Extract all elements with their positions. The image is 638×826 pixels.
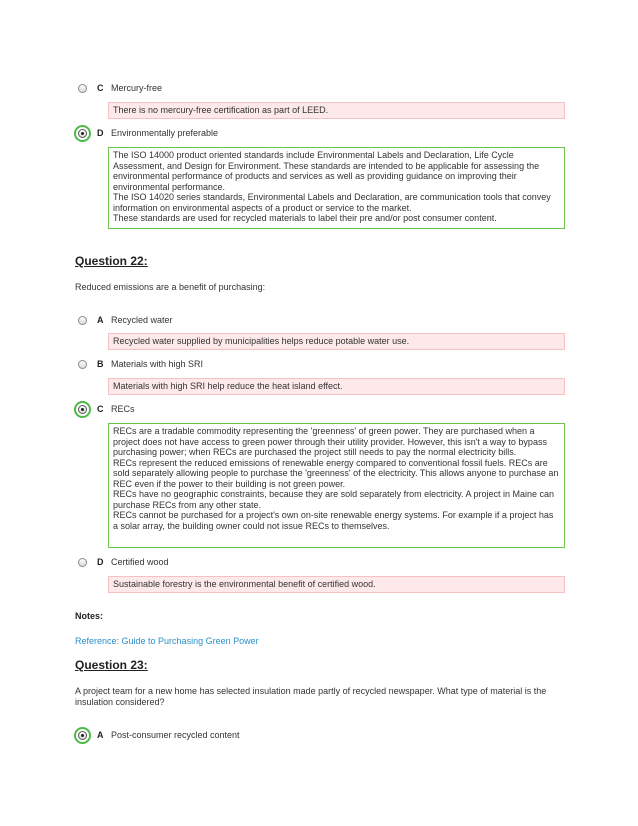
- notes-label: Notes:: [75, 611, 104, 621]
- option-letter: D: [97, 128, 104, 138]
- option-label: RECs: [111, 404, 135, 414]
- question-title: Question 23:: [75, 658, 148, 672]
- feedback-text: RECs cannot be purchased for a project's own on-site renewable energy systems. For example if a project has a solar array, the building owner could not issue RECs to themselves.: [113, 510, 554, 531]
- option-letter: A: [97, 315, 104, 325]
- question-title: Question 22:: [75, 254, 148, 268]
- feedback-text: RECs have no geographic constraints, because they are sold separately from electricity. A project in Maine can purchase RECs from any other state.: [113, 489, 555, 510]
- radio-button-selected[interactable]: [78, 129, 87, 138]
- feedback-text: Materials with high SRI help reduce the heat island effect.: [113, 381, 343, 391]
- q22-a-feedback: [108, 333, 565, 350]
- q22-option-a[interactable]: [78, 313, 173, 327]
- q22-b-feedback: [108, 378, 565, 395]
- reference-link[interactable]: Reference: Guide to Purchasing Green Power: [75, 636, 259, 646]
- q22-option-d[interactable]: [78, 555, 169, 569]
- q22-option-c[interactable]: [78, 402, 135, 416]
- q21-c-feedback: [108, 102, 565, 119]
- q22-option-b[interactable]: [78, 357, 203, 371]
- feedback-text: The ISO 14000 product oriented standards include Environmental Labels and Declaration, Life Cycle Assessment, and Design for Environment. These standards are intended to be applicable for assessing the environmental performance of products and services as well as providing guidance on improving their environmental performance.: [113, 150, 540, 192]
- option-label: Certified wood: [111, 557, 169, 567]
- q22-c-feedback: [108, 423, 565, 548]
- radio-button[interactable]: [78, 316, 87, 325]
- option-letter: C: [97, 404, 104, 414]
- q21-d-feedback: [108, 147, 565, 229]
- radio-button-selected[interactable]: [78, 405, 87, 414]
- option-label: Environmentally preferable: [111, 128, 219, 138]
- question-text: Reduced emissions are a benefit of purchasing:: [75, 282, 266, 292]
- feedback-text: RECs represent the reduced emissions of renewable energy compared to conventional fossil fuels. RECs are sold separately allowing people to purchase the 'greenness' of the electricity. This allows anyone to purchase an REC even if the power to their building is not green power.: [113, 457, 559, 489]
- option-label: Recycled water: [111, 315, 173, 325]
- option-letter: B: [97, 359, 104, 369]
- q23-option-a[interactable]: [78, 728, 240, 742]
- option-letter: D: [97, 557, 104, 567]
- feedback-text: Sustainable forestry is the environmental benefit of certified wood.: [113, 579, 376, 589]
- radio-button[interactable]: [78, 84, 87, 93]
- option-letter: A: [97, 730, 104, 740]
- radio-button[interactable]: [78, 360, 87, 369]
- option-label: Materials with high SRI: [111, 359, 204, 369]
- feedback-text: Recycled water supplied by municipalities helps reduce potable water use.: [113, 336, 410, 346]
- radio-button[interactable]: [78, 558, 87, 567]
- q22-d-feedback: [108, 576, 565, 593]
- radio-button-selected[interactable]: [78, 731, 87, 740]
- q21-option-d[interactable]: [78, 126, 218, 140]
- feedback-text: RECs are a tradable commodity representing the 'greenness' of green power. They are purchased when a project does not have access to green power through their utility provider. However, this isn't a way to bypass purchasing power; when RECs are purchased the project still needs to pay the normal electricity bills.: [113, 426, 547, 457]
- option-label: Mercury-free: [111, 83, 163, 93]
- q21-option-c[interactable]: [78, 81, 162, 95]
- option-letter: C: [97, 83, 104, 93]
- feedback-text: The ISO 14020 series standards, Environmental Labels and Declaration, are communication tools that convey information on environmental aspects of a product or service to the market.: [113, 192, 551, 213]
- feedback-text: There is no mercury-free certification as part of LEED.: [113, 105, 329, 115]
- question-text: A project team for a new home has selected insulation made partly of recycled newspaper. What type of material is the insulation considered?: [75, 686, 547, 707]
- feedback-text: These standards are used for recycled materials to label their pre and/or post consumer content.: [113, 213, 497, 223]
- option-label: Post-consumer recycled content: [111, 730, 240, 740]
